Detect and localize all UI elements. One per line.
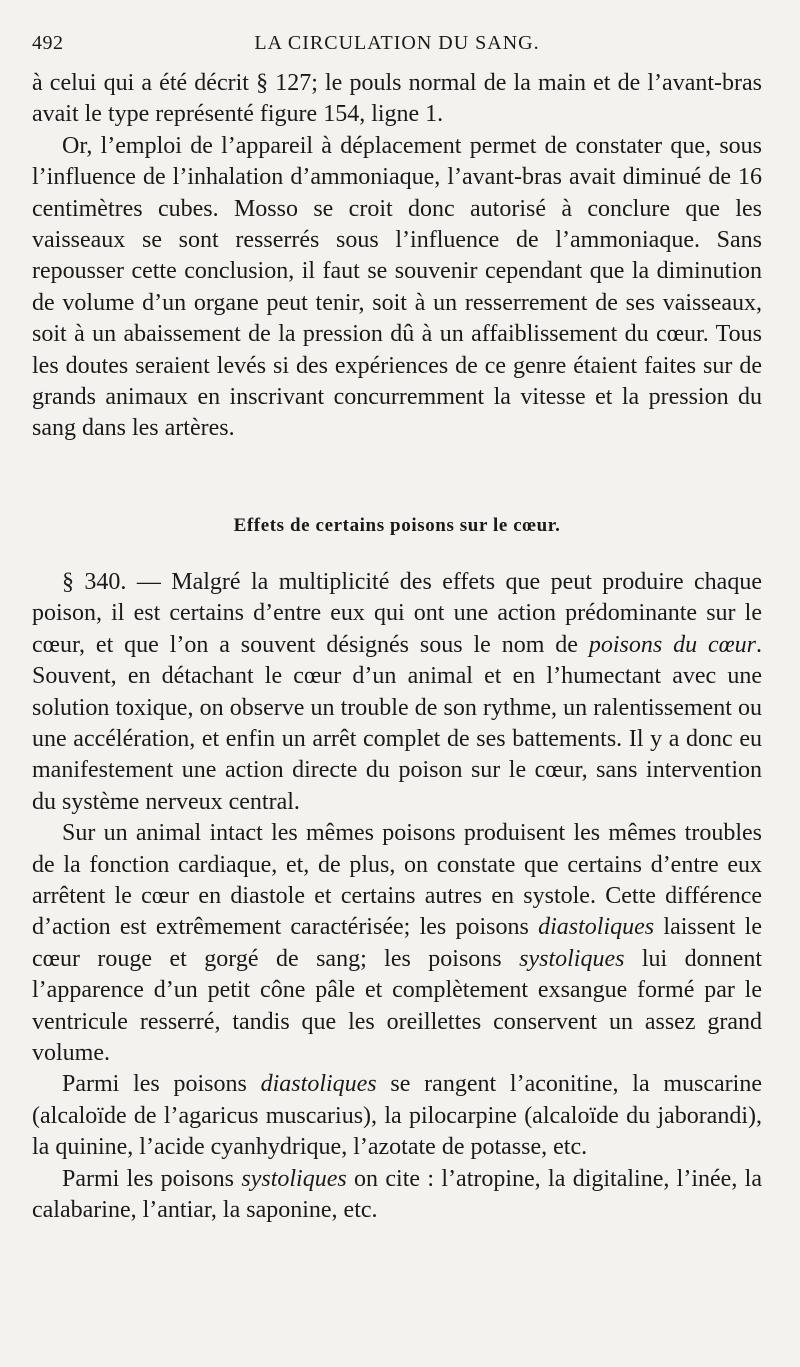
paragraph-diastolic-italic: diastoliques (260, 1071, 377, 1098)
paragraph-systolic-list (32, 1164, 762, 1227)
paragraph-intact-text-2: laissent le cœur rouge et gorgé de sang; les poisons (32, 914, 762, 972)
paragraph-continuation: à celui qui a été décrit § 127; le pouls normal de la main et de l’avant-bras avait le type représenté figure 154, ligne 1. (32, 70, 762, 128)
running-head (32, 28, 762, 68)
paragraph-diastolic-text-1: Parmi les poisons (62, 1071, 261, 1098)
paragraph-displacement-apparatus: Or, l’emploi de l’appareil à déplacement permet de constater que, sous l’influence de l’inhalation d’ammoniaque, l’avant-bras avait diminué de 16 centimètres cubes. Mosso se croit donc autorisé à conclure que les vaisseaux se sont resserrés sous l’influence de l’ammoniaque. Sans repousser cette conclusion, il faut se souvenir cependant que la diminution de volume d’un organe peut tenir, soit à un resserrement de ses vaisseaux, soit à un abaissement de la pression dû à un affaiblissement du cœur. Tous les doutes seraient levés si des expériences de ce genre étaient faites sur de grands animaux en inscrivant concurremment la vitesse et la pression du sang dans les artères. (32, 132, 762, 442)
paragraph-systolic-text-2: on cite : l’atropine, la digitaline, l’inée, la calabarine, l’antiar, la saponine, etc. (32, 1165, 762, 1223)
body-text (32, 68, 762, 445)
running-title: LA CIRCULATION DU SANG. (254, 32, 540, 54)
paragraph-340-text-2: . Souvent, en détachant le cœur d’un animal et en l’humectant avec une solution toxique, on observe un trouble de son rythme, un ralentissement ou une accélération, et enfin un arrêt complet de ses battements. Il y a donc eu manifestement une action directe du poison sur le cœur, sans intervention du système nerveux central. (32, 631, 762, 815)
paragraph-diastolic-text-2: se rangent l’aconitine, la muscarine (alcaloïde de l’agaricus muscarius), la pilocarpine (alcaloïde du jaborandi), la quinine, l’acide cyanhydrique, l’azotate de potasse, etc. (32, 1071, 762, 1161)
paragraph-intact-text-3: lui donnent l’apparence d’un petit cône pâle et complètement exsangue formé par le ventricule resserré, tandis que les oreillettes conservent un assez grand volume. (32, 945, 762, 1066)
paragraph-intact-text-1: Sur un animal intact les mêmes poisons produisent les mêmes troubles de la fonction cardiaque, et, de plus, on constate que certains d’entre eux arrêtent le cœur en diastole et certains autres en systole. Cette différence d’action est extrêmement caractérisée; les poisons (32, 820, 762, 941)
paragraph-340-italic: poisons du cœur (588, 631, 756, 658)
paragraph-systolic-text-1: Parmi les poisons (62, 1165, 242, 1192)
section-heading: Effets de certains poisons sur le cœur. (233, 514, 561, 536)
paragraph-intact-animal (32, 818, 762, 1069)
paragraph-340 (32, 567, 762, 818)
paragraph-intact-italic-2: systoliques (519, 945, 625, 972)
section-body (32, 567, 762, 1227)
paragraph-diastolic-list (32, 1069, 762, 1163)
paragraph-340-text-1: § 340. — Malgré la multiplicité des effets que peut produire chaque poison, il est certains d’entre eux qui ont une action prédominante sur le cœur, et que l’on a souvent désignés sous le nom de (32, 568, 762, 658)
section-gap (32, 445, 762, 515)
paragraph-systolic-italic: systoliques (241, 1165, 347, 1192)
paragraph-intact-italic-1: diastoliques (538, 914, 655, 941)
page-number: 492 (32, 32, 64, 54)
